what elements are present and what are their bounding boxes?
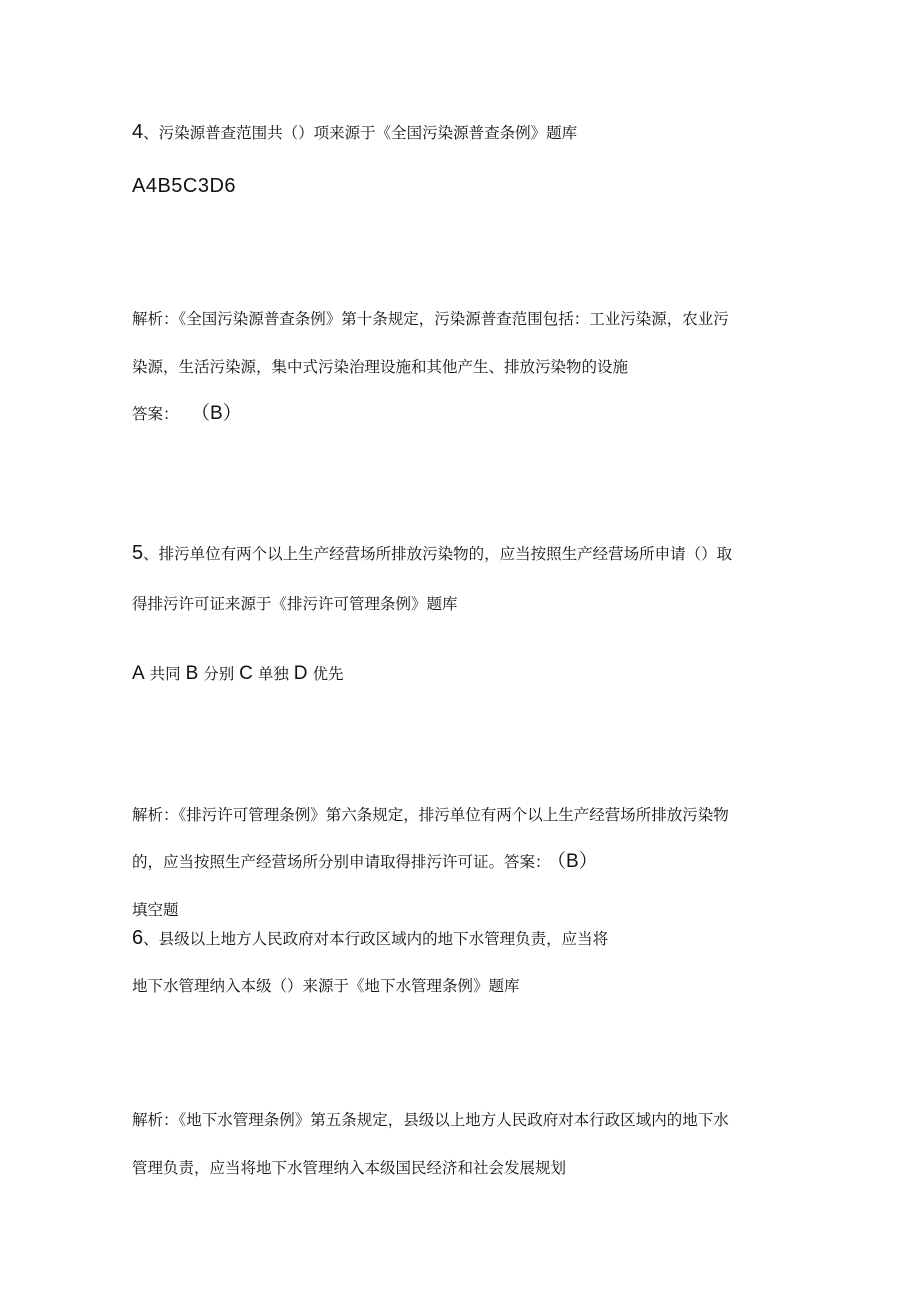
q5-option-b-text: 分别 (203, 665, 235, 683)
section-title: 填空题 (132, 901, 179, 919)
q4-options: A4B5C3D6 (132, 175, 237, 197)
q5-option-a-letter: A (132, 663, 145, 684)
q4-answer-value: （B） (200, 403, 242, 424)
q4-answer (132, 404, 242, 424)
q5-stem-line-2: 得排污许可证来源于《排污许可管理条例》题库 (132, 595, 458, 613)
q5-option-d-text: 优先 (312, 665, 344, 683)
q5-option-c-letter: C (239, 663, 253, 684)
q6-stem-text: 、县级以上地方人民政府对本行政区域内的地下水管理负责，应当将 (143, 930, 609, 948)
q6-stem-line-1 (132, 928, 608, 949)
q5-analysis-line-1: 解析：《排污许可管理条例》第六条规定，排污单位有两个以上生产经营场所排放污染物 (132, 806, 729, 824)
q5-stem-line-1 (132, 543, 732, 564)
q5-options (132, 664, 343, 684)
q4-stem (132, 122, 577, 143)
q5-number: 5 (132, 542, 144, 564)
q4-analysis-line-1: 解析：《全国污染源普查条例》第十条规定，污染源普查范围包括：工业污染源，农业污 (132, 310, 729, 328)
q4-stem-text: 、污染源普查范围共（）项来源于《全国污染源普查条例》题库 (143, 124, 578, 142)
q5-option-c-text: 单独 (257, 665, 289, 683)
q6-analysis-line-2: 管理负责，应当将地下水管理纳入本级国民经济和社会发展规划 (132, 1159, 567, 1177)
q5-stem-text: 、排污单位有两个以上生产经营场所排放污染物的，应当按照生产经营场所申请（）取 (143, 545, 733, 563)
q6-number: 6 (132, 927, 144, 949)
q6-analysis-line-1: 解析：《地下水管理条例》第五条规定，县级以上地方人民政府对本行政区域内的地下水 (132, 1111, 729, 1129)
q5-option-a-text: 共同 (149, 665, 181, 683)
q5-answer-value: （B） (556, 851, 598, 872)
q6-stem-line-2: 地下水管理纳入本级（）来源于《地下水管理条例》题库 (132, 977, 520, 995)
q4-answer-label: 答案： (132, 405, 179, 423)
q5-analysis-line-2 (132, 852, 598, 872)
q4-number: 4 (132, 121, 144, 143)
q5-option-d-letter: D (293, 663, 308, 684)
q5-option-b-letter: B (185, 663, 199, 684)
q5-analysis-text: 的，应当按照生产经营场所分别申请取得排污许可证。答案： (132, 853, 551, 871)
q4-analysis-line-2: 染源，生活污染源，集中式污染治理设施和其他产生、排放污染物的设施 (132, 358, 629, 376)
